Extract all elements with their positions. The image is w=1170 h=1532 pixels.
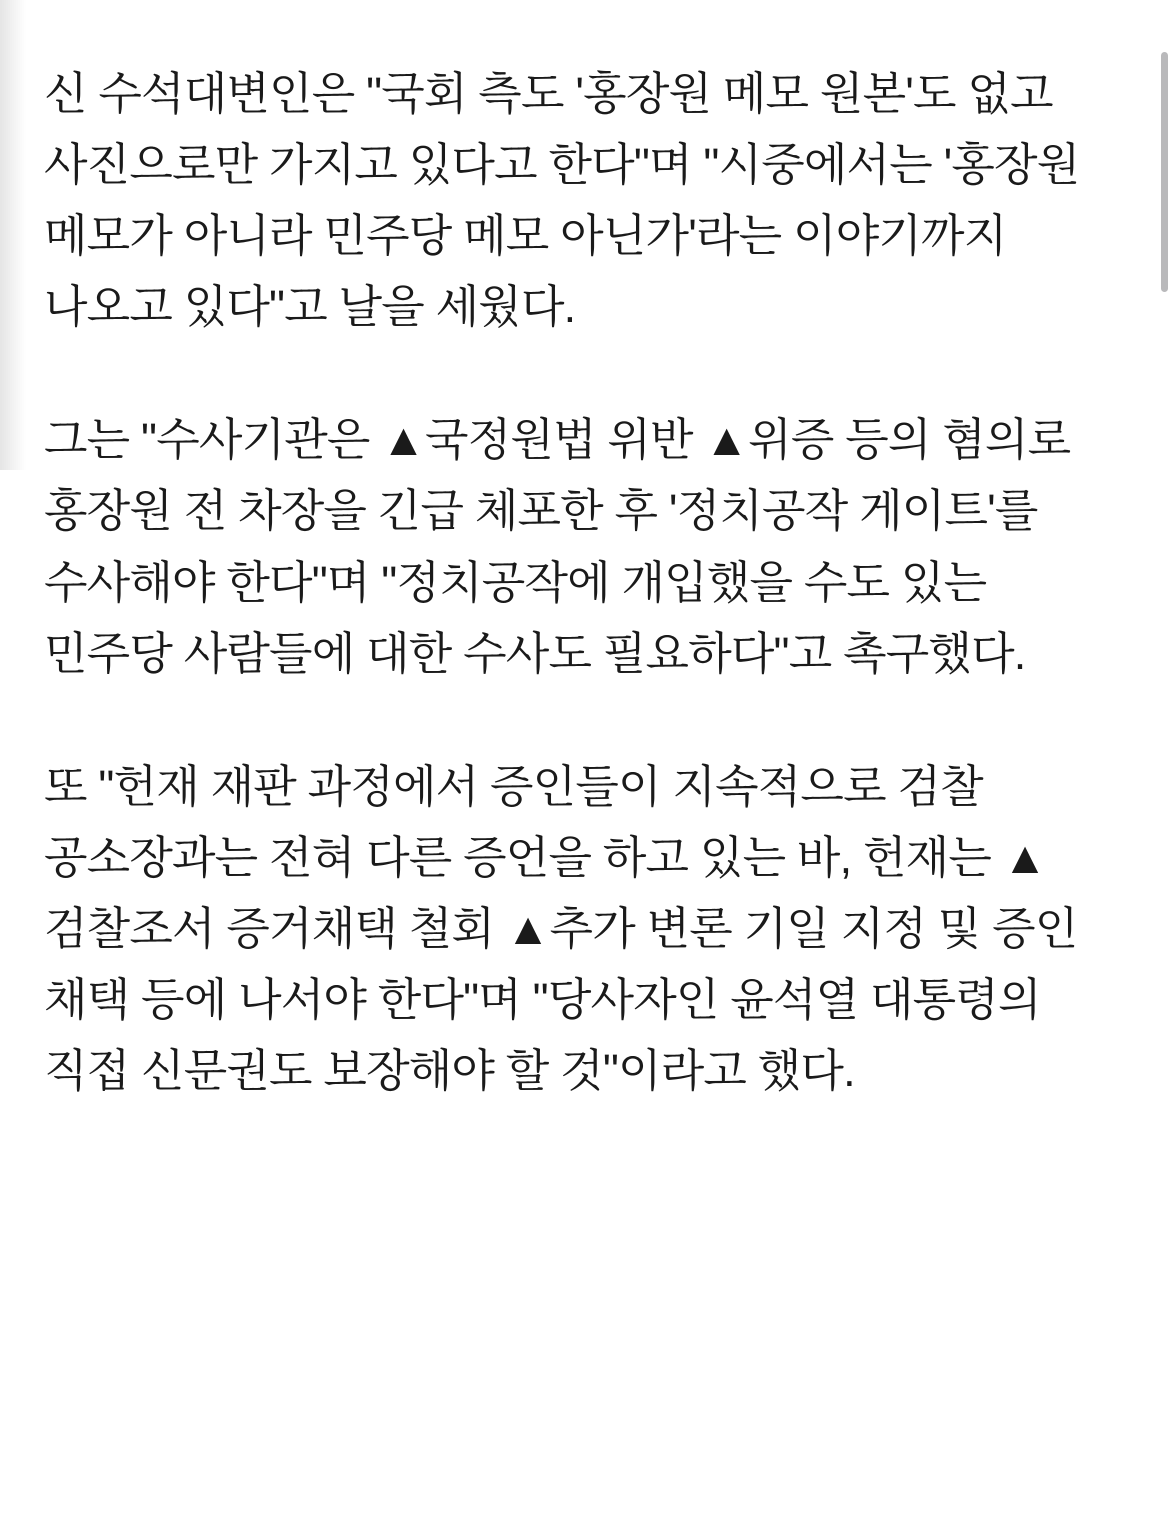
article-paragraph-2: 그는 "수사기관은 ▲국정원법 위반 ▲위증 등의 혐의로 홍장원 전 차장을 긴급 체포한 후 '정치공작 게이트'를 수사해야 한다"며 "정치공작에 개입했을 수도 있는 민주당 사람들에 대한 수사도 필요하다"고 촉구했다.: [44, 414, 1082, 679]
article-paragraph-3: 또 "헌재 재판 과정에서 증인들이 지속적으로 검찰 공소장과는 전혀 다른 증언을 하고 있는 바, 헌재는 ▲검찰조서 증거채택 철회 ▲추가 변론 기일 지정 및 증인 채택 등에 나서야 한다"며 "당사자인 윤석열 대통령의 직접 신문권도 보장해야 할 것"이라고 했다.: [44, 760, 1090, 1097]
vertical-scrollbar-thumb[interactable]: [1161, 52, 1168, 292]
article-paragraph-1: 신 수석대변인은 "국회 측도 '홍장원 메모 원본'도 없고 사진으로만 가지고 있다고 한다"며 "시중에서는 '홍장원 메모가 아니라 민주당 메모 아닌가'라는 이야기까지 나오고 있다"고 날을 세웠다.: [44, 68, 1092, 333]
vertical-scrollbar[interactable]: [1160, 0, 1170, 1532]
